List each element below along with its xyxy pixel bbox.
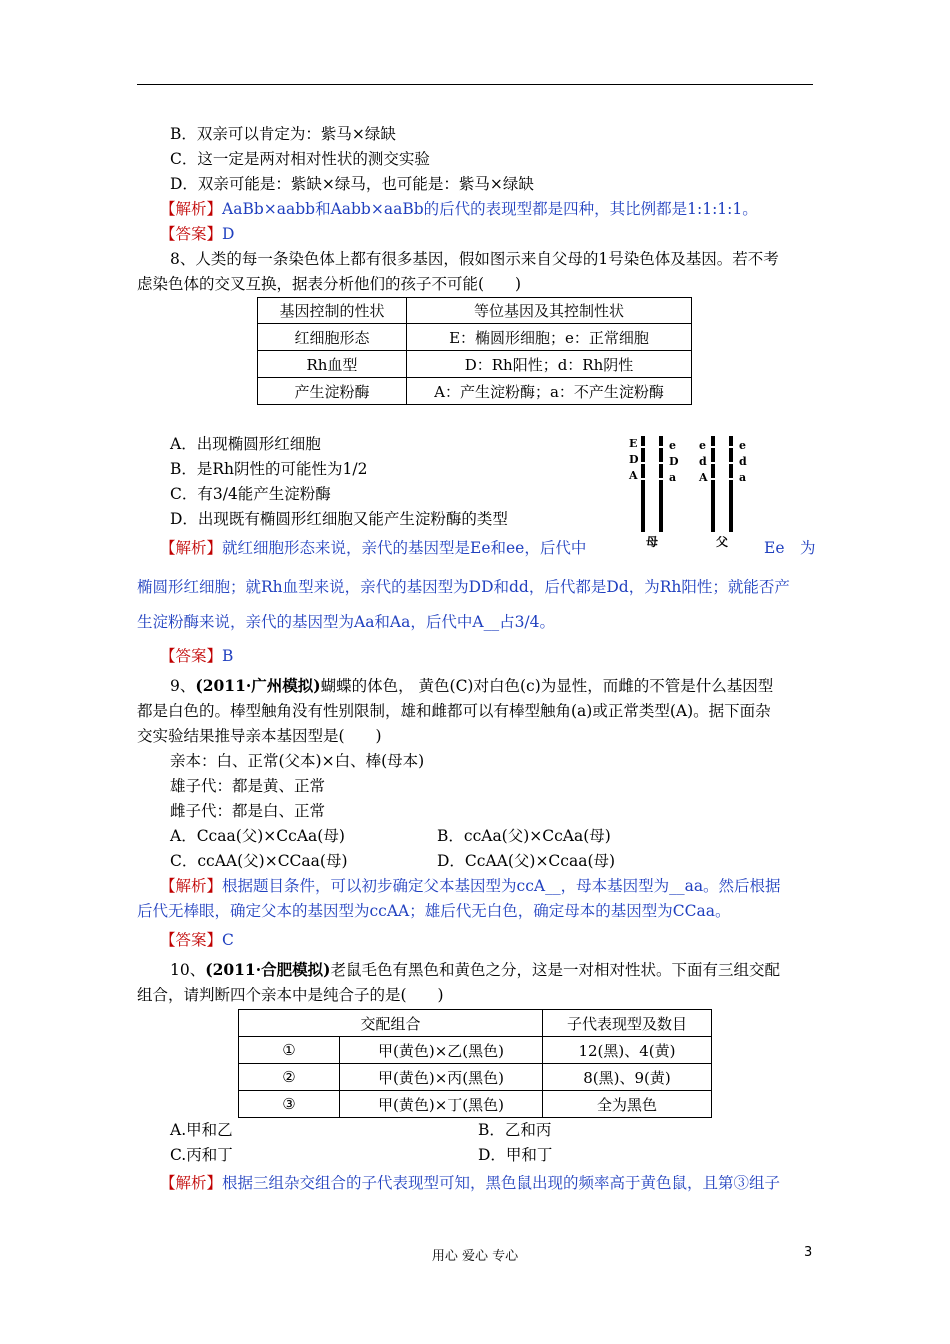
question-8-line1: 8、人类的每一条染色体上都有很多基因，假如图示来自父母的1号染色体及基因。若不考 [170, 250, 779, 268]
table-cell: 甲(黄色)×乙(黑色) [340, 1037, 543, 1064]
question-10-line2: 组合，请判断四个亲本中是纯合子的是( ) [137, 986, 444, 1004]
parents-line: 亲本：白、正常(父本)×白、棒(母本) [170, 752, 425, 770]
analysis [160, 538, 586, 558]
question-9-line2: 都是白色的。棒型触角没有性别限制，雄和雌都可以有棒型触角(a)或正常类型(A)。据下面杂 [137, 702, 771, 720]
table-cell: 产生淀粉酶 [258, 378, 407, 405]
page-number: 3 [804, 1245, 813, 1260]
table-header-cell: 交配组合 [239, 1010, 543, 1037]
option-a: A．出现椭圆形红细胞 [170, 435, 321, 453]
table-cell: ② [239, 1064, 340, 1091]
option-b: B．双亲可以肯定为：紫马×绿缺 [170, 125, 396, 143]
table-header-row [258, 298, 692, 324]
gene-label: a [669, 471, 677, 484]
analysis-text: 根据题目条件，可以初步确定父本基因型为ccA__，母本基因型为__aa。然后根据 [222, 877, 781, 895]
table-cell: A：产生淀粉酶；a：不产生淀粉酶 [407, 378, 692, 405]
question-source: (2011·广州模拟) [195, 676, 321, 695]
answer [160, 930, 234, 950]
question-8-line2: 虑染色体的交叉互换，据表分析他们的孩子不可能( ) [137, 275, 522, 293]
question-9-line1 [170, 676, 773, 696]
option-c: C．有3/4能产生淀粉酶 [170, 485, 331, 503]
table-cell: 红细胞形态 [258, 324, 407, 351]
table-cell: 甲(黄色)×丙(黑色) [340, 1064, 543, 1091]
table-cell: Rh血型 [258, 351, 407, 378]
table-cell: E：椭圆形细胞；e：正常细胞 [407, 324, 692, 351]
gene-label: e [699, 439, 706, 452]
gene-label: E [629, 437, 638, 450]
analysis-text: 就红细胞形态来说，亲代的基因型是Ee和ee，后代中 [222, 539, 587, 557]
analysis-tag: 【解析】 [160, 1174, 223, 1192]
answer-tag: 【答案】 [160, 225, 223, 243]
analysis-tag: 【解析】 [160, 539, 223, 557]
table-row [239, 1091, 712, 1118]
table-header-cell: 子代表现型及数目 [543, 1010, 712, 1037]
gene-label: e [739, 439, 746, 452]
analysis-tag: 【解析】 [160, 200, 223, 218]
option-b: B．ccAa(父)×CcAa(母) [437, 827, 611, 845]
analysis-tag: 【解析】 [160, 877, 223, 895]
gene-label: a [739, 471, 747, 484]
analysis [160, 199, 758, 219]
gene-label: d [699, 455, 707, 468]
table-header-cell: 基因控制的性状 [258, 298, 407, 324]
table-cell: ① [239, 1037, 340, 1064]
analysis-line2: 后代无棒眼，确定父本的基因型为ccAA；雄后代无白色，确定母本的基因型为CCaa。 [137, 902, 731, 920]
question-text: 蝴蝶的体色， 黄色(C)对白色(c)为显性，而雌的不管是什么基因型 [320, 677, 774, 695]
gene-label: A [629, 469, 638, 482]
answer-tag: 【答案】 [160, 931, 223, 949]
answer-text: B [222, 647, 234, 665]
option-d: D．甲和丁 [478, 1146, 553, 1164]
table-cell: 甲(黄色)×丁(黑色) [340, 1091, 543, 1118]
chromosome-bar [711, 436, 715, 532]
cross-results-table [238, 1009, 712, 1118]
chromosome-figure [620, 432, 760, 552]
answer [160, 646, 233, 666]
table-cell: 8(黑)、9(黄) [543, 1064, 712, 1091]
table-cell: 全为黑色 [543, 1091, 712, 1118]
chromosome-bar [729, 436, 733, 532]
table-header-row [239, 1010, 712, 1037]
question-10-line1 [170, 960, 780, 980]
father-label: 父 [716, 535, 729, 549]
gene-label: e [669, 439, 676, 452]
table-cell: D：Rh阳性；d：Rh阴性 [407, 351, 692, 378]
chromosome-bar [659, 436, 663, 532]
answer-tag: 【答案】 [160, 647, 223, 665]
answer [160, 224, 234, 244]
table-row [258, 378, 692, 405]
analysis-text: 根据三组杂交组合的子代表现型可知，黑色鼠出现的频率高于黄色鼠，且第③组子 [222, 1174, 781, 1192]
analysis-line3: 生淀粉酶来说，亲代的基因型为Aa和Aa，后代中A__占3/4。 [137, 613, 556, 631]
analysis-continued: Ee 为 [764, 539, 816, 557]
table-cell: ③ [239, 1091, 340, 1118]
option-b: B．是Rh阴性的可能性为1/2 [170, 460, 368, 478]
option-c: C．这一定是两对相对性状的测交实验 [170, 150, 430, 168]
male-offspring-line: 雄子代：都是黄、正常 [170, 777, 326, 795]
gene-label: A [699, 471, 708, 484]
option-a: A.甲和乙 [170, 1121, 233, 1139]
option-b: B．乙和丙 [478, 1121, 552, 1139]
question-source: (2011·合肥模拟) [205, 960, 331, 979]
question-number: 10、 [170, 961, 206, 979]
chromosome-bar [641, 436, 645, 532]
question-number: 9、 [170, 677, 196, 695]
female-offspring-line: 雌子代：都是白、正常 [170, 802, 326, 820]
gene-trait-table [257, 297, 692, 405]
analysis-line2: 椭圆形红细胞；就Rh血型来说，亲代的基因型为DD和dd，后代都是Dd，为Rh阳性；就能否产 [137, 578, 790, 596]
page-footer: 用心 爱心 专心 [431, 1249, 519, 1264]
table-row [239, 1064, 712, 1091]
table-row [258, 324, 692, 351]
table-row [258, 351, 692, 378]
table-cell: 12(黑)、4(黄) [543, 1037, 712, 1064]
table-row [239, 1037, 712, 1064]
option-c: C.丙和丁 [170, 1146, 233, 1164]
answer-text: D [222, 225, 235, 243]
option-d: D．CcAA(父)×Ccaa(母) [437, 852, 616, 870]
gene-label: D [629, 453, 639, 466]
analysis-text: AaBb×aabb和Aabb×aaBb的后代的表现型都是四种，其比例都是1:1:1:1。 [222, 200, 758, 218]
gene-label: d [739, 455, 747, 468]
analysis [160, 876, 781, 896]
answer-text: C [222, 931, 234, 949]
option-d: D．出现既有椭圆形红细胞又能产生淀粉酶的类型 [170, 510, 508, 528]
mother-label: 母 [646, 535, 659, 549]
gene-label: D [669, 455, 679, 468]
option-d: D．双亲可能是：紫缺×绿马，也可能是：紫马×绿缺 [170, 175, 534, 193]
table-header-cell: 等位基因及其控制性状 [407, 298, 692, 324]
option-c: C．ccAA(父)×CCaa(母) [170, 852, 348, 870]
analysis [160, 1173, 780, 1193]
question-9-line3: 交实验结果推导亲本基因型是( ) [137, 727, 382, 745]
question-text: 老鼠毛色有黑色和黄色之分，这是一对相对性状。下面有三组交配 [330, 961, 780, 979]
option-a: A．Ccaa(父)×CcAa(母) [170, 827, 345, 845]
header-rule [137, 84, 813, 85]
